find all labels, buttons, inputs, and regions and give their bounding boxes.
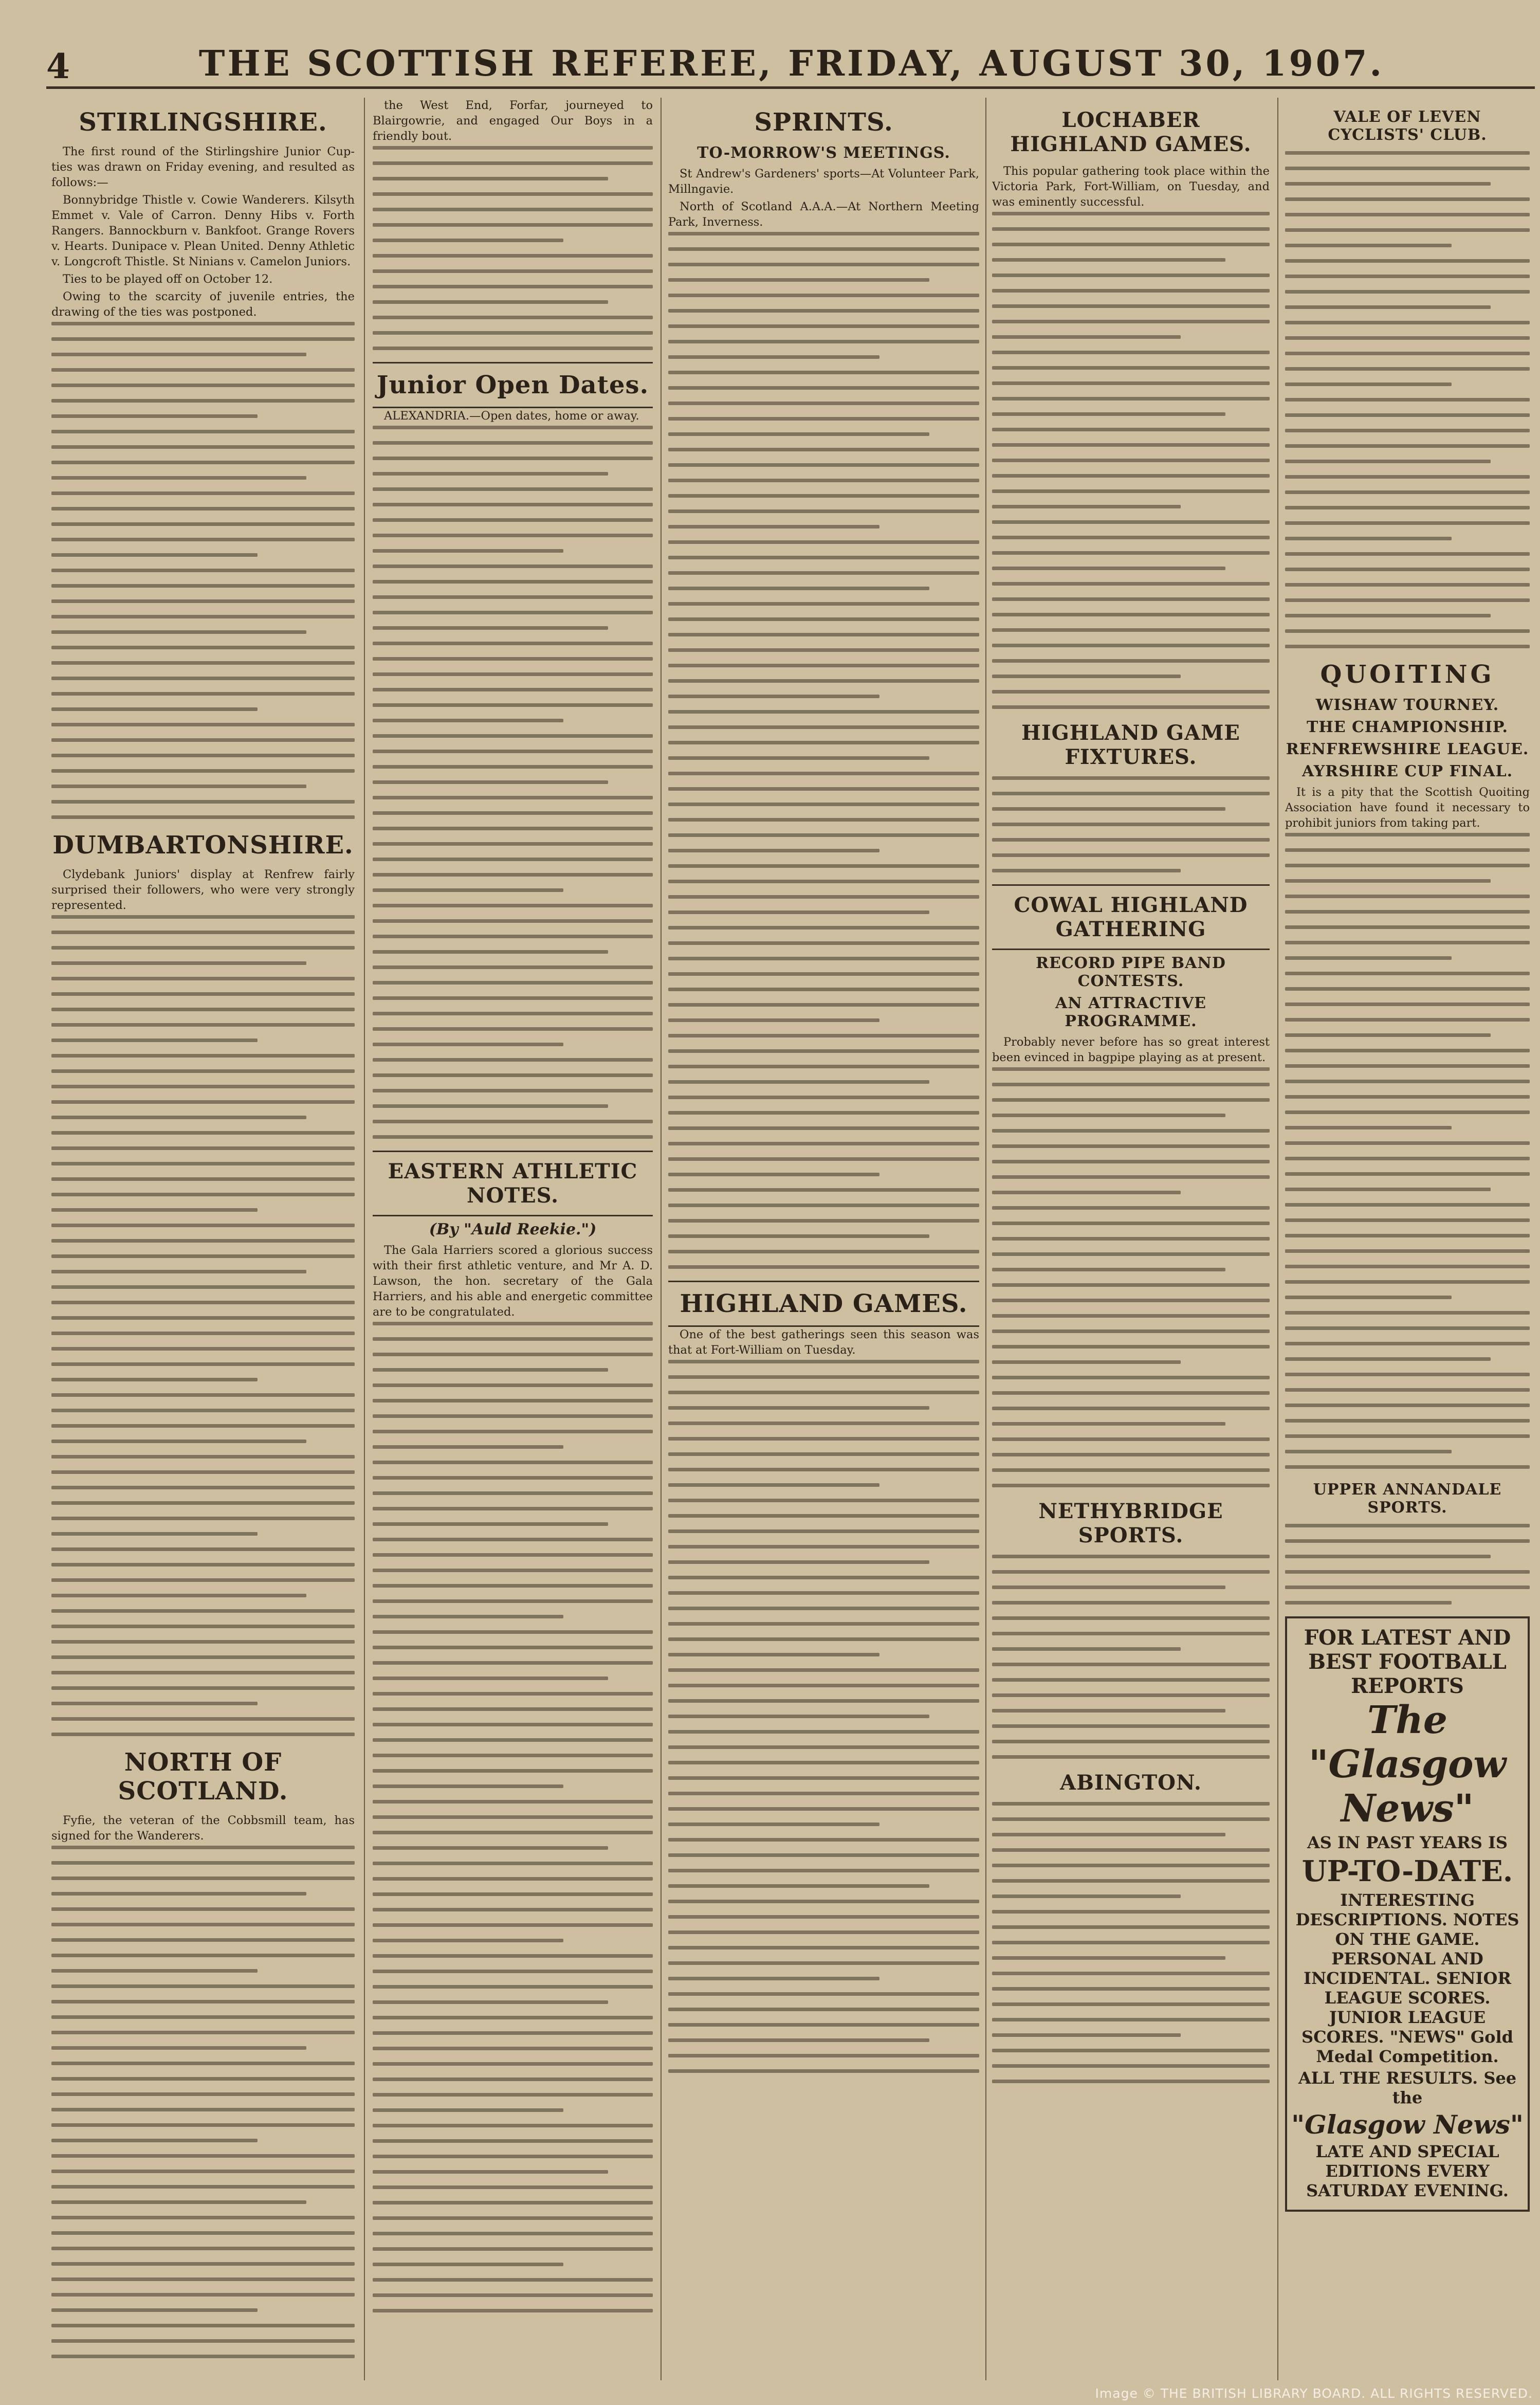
section-heading: NETHYBRIDGE SPORTS.: [1038, 1499, 1223, 1547]
subheading: RECORD PIPE BAND CONTESTS.: [1036, 954, 1226, 990]
advert-line: The "Glasgow News": [1308, 1698, 1507, 1831]
article-paragraph: It is a pity that the Scottish Quoiting Association have found it necessary to prohibit juniors from taking part.: [1285, 786, 1530, 830]
text-block: [1285, 833, 1530, 1469]
article-paragraph: The first round of the Stirlingshire Junior Cup-ties was drawn on Friday evening, and resulted as follows:—: [51, 145, 355, 189]
text-block: [1285, 151, 1530, 648]
article-paragraph: North of Scotland A.A.A.—At Northern Meeting Park, Inverness.: [668, 200, 979, 229]
section-heading: LOCHABER HIGHLAND GAMES.: [1010, 108, 1252, 156]
section-heading: Junior Open Dates.: [376, 371, 649, 399]
text-block: [992, 1802, 1270, 2083]
text-block: [373, 1322, 653, 2312]
newspaper-title: THE SCOTTISH REFEREE, FRIDAY, AUGUST 30, 1907.: [198, 43, 1385, 84]
article-paragraph: St Andrew's Gardeners' sports—At Volunteer Park, Millngavie.: [668, 167, 979, 196]
image-credit: Image © THE BRITISH LIBRARY BOARD. ALL RIGHTS RESERVED.: [1095, 2386, 1533, 2401]
section-heading: SPRINTS.: [754, 108, 893, 137]
masthead: [46, 21, 1537, 86]
section-heading: HIGHLAND GAME FIXTURES.: [1021, 721, 1240, 769]
column-1: [51, 98, 355, 2380]
column-divider: [1277, 98, 1278, 2380]
byline: (By "Auld Reekie."): [429, 1220, 597, 1238]
article-paragraph: Fyfie, the veteran of the Cobbsmill team, has signed for the Wanderers.: [51, 1814, 355, 1843]
text-block: [992, 776, 1270, 872]
advert-line: ALL THE RESULTS. See the: [1298, 2068, 1517, 2107]
subheading: AYRSHIRE CUP FINAL.: [1301, 762, 1513, 780]
column-4: [992, 98, 1270, 2380]
text-block: [992, 1555, 1270, 1759]
column-5: [1285, 98, 1530, 2380]
text-block: [51, 915, 355, 1736]
advert-line: AS IN PAST YEARS IS: [1307, 1833, 1508, 1852]
text-block: [992, 1067, 1270, 1487]
article-paragraph: Owing to the scarcity of juvenile entries, the drawing of the ties was postponed.: [51, 290, 355, 319]
article-paragraph: Probably never before has so great interest been evinced in bagpipe playing as at present.: [992, 1035, 1270, 1064]
section-heading: STIRLINGSHIRE.: [79, 108, 327, 137]
subheading: AN ATTRACTIVE PROGRAMME.: [1055, 994, 1206, 1030]
text-block: [668, 232, 979, 1269]
article-paragraph: This popular gathering took place within the Victoria Park, Fort-William, on Tuesday, and was eminently successful.: [992, 165, 1270, 209]
subheading: RENFREWSHIRE LEAGUE.: [1286, 740, 1529, 758]
article-paragraph: Clydebank Juniors' display at Renfrew fairly surprised their followers, who were very strongly represented.: [51, 868, 355, 912]
advert-line: FOR LATEST AND BEST FOOTBALL REPORTS: [1304, 1626, 1511, 1698]
article-paragraph: ALEXANDRIA.—Open dates, home or away.: [384, 409, 639, 423]
article-paragraph: The Gala Harriers scored a glorious success with their first athletic venture, and Mr A. D. Lawson, the hon. secretary of the Gala Harriers, and his able and energetic committee are to be congratulated.: [373, 1244, 653, 1319]
text-block: [373, 146, 653, 350]
advert-line: LATE AND SPECIAL EDITIONS EVERY SATURDAY EVENING.: [1306, 2142, 1509, 2200]
section-heading: VALE OF LEVEN CYCLISTS' CLUB.: [1328, 108, 1487, 144]
article-paragraph: Bonnybridge Thistle v. Cowie Wanderers. Kilsyth Emmet v. Vale of Carron. Denny Hibs v. Forth Rangers. Bannockburn v. Bankfoot. Grange Rovers v. Hearts. Dunipace v. Plean United. Denny Athletic v. Longcroft Thistle. St Ninians v. Camelon Juniors.: [51, 193, 355, 268]
section-heading: COWAL HIGHLAND GATHERING: [1014, 893, 1248, 941]
subheading: WISHAW TOURNEY.: [1315, 696, 1499, 714]
section-heading: ABINGTON.: [1060, 1771, 1202, 1795]
text-block: [51, 322, 355, 819]
column-divider: [364, 98, 365, 2380]
text-block: [668, 1360, 979, 2073]
advert-line: INTERESTING DESCRIPTIONS. NOTES ON THE GAME. PERSONAL AND INCIDENTAL. SENIOR LEAGUE SCORES. JUNIOR LEAGUE SCORES. "NEWS" Gold Medal Competition.: [1295, 1890, 1519, 2066]
column-divider: [661, 98, 662, 2380]
glasgow-news-advert: [1285, 1616, 1530, 2212]
column-divider: [985, 98, 986, 2380]
article-paragraph: the West End, Forfar, journeyed to Blairgowrie, and engaged Our Boys in a friendly bout.: [373, 99, 653, 143]
advert-line: "Glasgow News": [1291, 2109, 1524, 2140]
text-block: [992, 212, 1270, 709]
subheading: TO-MORROW'S MEETINGS.: [697, 144, 950, 162]
text-block: [51, 1846, 355, 2358]
subheading: THE CHAMPIONSHIP.: [1307, 718, 1508, 736]
section-heading: DUMBARTONSHIRE.: [52, 831, 354, 860]
section-heading: NORTH OF SCOTLAND.: [118, 1748, 288, 1806]
article-paragraph: One of the best gatherings seen this season was that at Fort-William on Tuesday.: [668, 1328, 979, 1357]
column-2: [373, 98, 653, 2380]
section-heading: UPPER ANNANDALE SPORTS.: [1313, 1481, 1502, 1517]
advert-line: UP-TO-DATE.: [1301, 1854, 1513, 1888]
section-heading: EASTERN ATHLETIC NOTES.: [388, 1159, 638, 1208]
section-heading: QUOITING: [1320, 660, 1495, 689]
text-block: [1285, 1524, 1530, 1605]
page-number: 4: [46, 46, 70, 86]
text-block: [373, 426, 653, 1139]
column-3: [668, 98, 979, 2380]
section-heading: HIGHLAND GAMES.: [680, 1289, 968, 1318]
article-paragraph: Ties to be played off on October 12.: [63, 272, 273, 286]
masthead-rule: [46, 86, 1535, 89]
